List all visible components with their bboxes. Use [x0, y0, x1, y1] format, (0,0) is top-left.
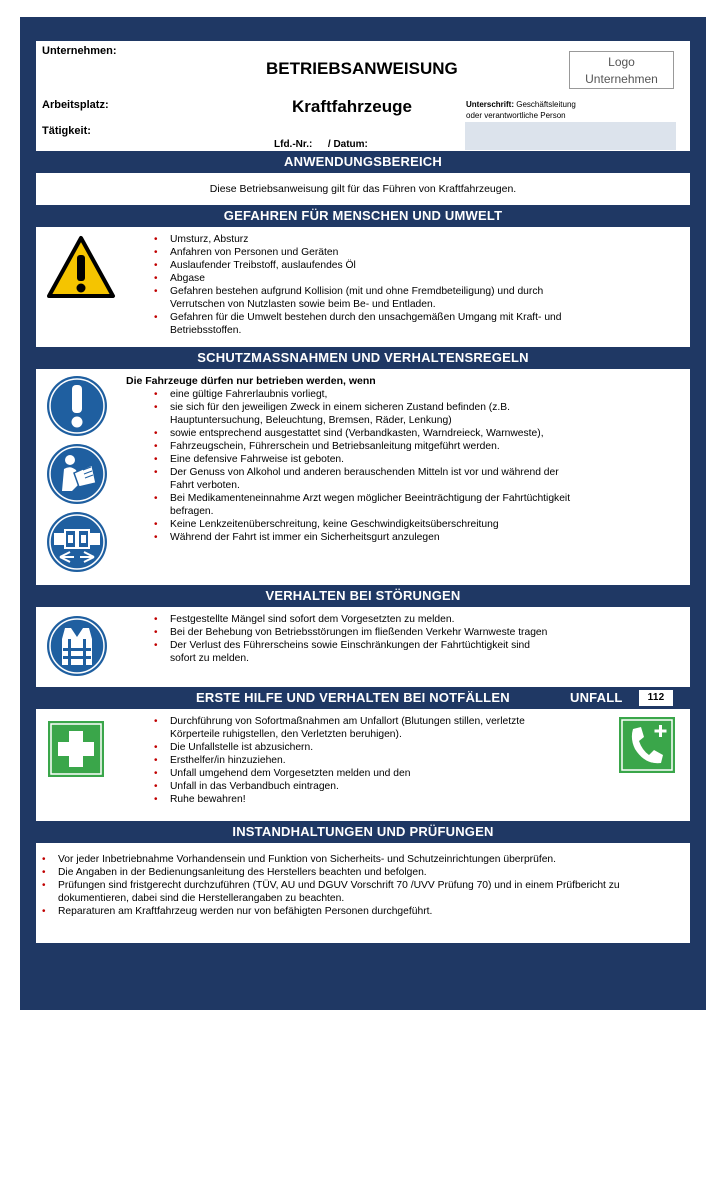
first-aid-list: [148, 715, 568, 806]
list-item: • Vor jeder Inbetriebnahme Vorhandensein und Funktion von Sicherheits- und Schutzeinrichtungen überprüfen.: [36, 853, 676, 866]
section-header-maintenance: INSTANDHALTUNGEN UND PRÜFUNGEN: [36, 821, 690, 843]
section-body-scope: [36, 173, 690, 205]
list-item: • Keine Lenkzeitenüberschreitung, keine Geschwindigkeitsüberschreitung: [148, 518, 576, 531]
logo-line2: Unternehmen: [570, 71, 673, 88]
list-item: • Abgase: [148, 272, 568, 285]
list-item: • Die Unfallstelle ist abzusichern.: [148, 741, 568, 754]
list-item: • sie sich für den jeweiligen Zweck in einem sicheren Zustand befinden (z.B. Hauptuntersuchung, Beleuchtung, Bremsen, Räder, Lenkung): [148, 401, 576, 427]
list-item: • Der Genuss von Alkohol und anderen berauschenden Mitteln ist vor und während der Fahrt verboten.: [148, 466, 576, 492]
measures-list: [148, 388, 576, 544]
list-item: • Die Angaben in der Bedienungsanleitung des Herstellers beachten und befolgen.: [36, 866, 676, 879]
list-item: • Unfall umgehend dem Vorgesetzten melden und den: [148, 767, 568, 780]
list-item: • Während der Fahrt ist immer ein Sicherheitsgurt anzulegen: [148, 531, 576, 544]
section-header-scope: ANWENDUNGSBEREICH: [36, 151, 690, 173]
logo-line1: Logo: [570, 54, 673, 71]
signature-label-bold: Unterschrift:: [466, 100, 514, 109]
list-item: • Ersthelfer/in hinzuziehen.: [148, 754, 568, 767]
section-body-first-aid: [36, 709, 690, 821]
emergency-phone-icon: [619, 717, 675, 773]
document-frame: [20, 17, 706, 1010]
list-item: • Festgestellte Mängel sind sofort dem Vorgesetzten zu melden.: [148, 613, 548, 626]
list-item: • Ruhe bewahren!: [148, 793, 568, 806]
list-item: • sowie entsprechend ausgestattet sind (Verbandkasten, Warndreieck, Warnweste),: [148, 427, 576, 440]
warning-triangle-icon: [46, 235, 116, 299]
section-header-measures: SCHUTZMASSNAHMEN UND VERHALTENSREGELN: [36, 347, 690, 369]
date-label: / Datum:: [328, 139, 368, 150]
first-aid-cross-icon: [48, 721, 104, 777]
number-date-line: [274, 139, 368, 150]
company-label: Unternehmen:: [42, 45, 117, 57]
first-aid-title: ERSTE HILFE UND VERHALTEN BEI NOTFÄLLEN: [196, 687, 510, 709]
list-item: • Der Verlust des Führerscheins sowie Einschränkungen der Fahrtüchtigkeit sind sofort zu melden.: [148, 639, 548, 665]
list-item: • Auslaufender Treibstoff, auslaufendes Öl: [148, 259, 568, 272]
emergency-label: UNFALL: [570, 687, 622, 709]
list-item: • Gefahren bestehen aufgrund Kollision (mit und ohne Fremdbeteiligung) und durch Verrutschen von Nutzlasten sowie beim Be- und Entladen.: [148, 285, 568, 311]
workplace-label: Arbeitsplatz:: [42, 99, 109, 111]
list-item: • Bei Medikamenteneinnahme Arzt wegen möglicher Beeinträchtigung der Fahrtüchtigkeit befragen.: [148, 492, 576, 518]
list-item: • Prüfungen sind fristgerecht durchzuführen (TÜV, AU und DGUV Vorschrift 70 /UVV Prüfung 70) und in einem Prüfbericht zu dokumentieren, dabei sind die Herstellerangaben zu beachten.: [36, 879, 676, 905]
header: [36, 41, 690, 151]
list-item: • Anfahren von Personen und Geräten: [148, 246, 568, 259]
list-item: • Umsturz, Absturz: [148, 233, 568, 246]
section-body-maintenance: [36, 843, 690, 943]
document-body: [36, 41, 690, 943]
emergency-number: 112: [639, 690, 673, 706]
hazards-list: [148, 233, 568, 337]
signature-label: [466, 99, 576, 121]
read-manual-icon: [46, 443, 108, 505]
list-item: • Unfall in das Verbandbuch eintragen.: [148, 780, 568, 793]
safety-vest-icon: [46, 615, 108, 677]
section-body-faults: [36, 607, 690, 687]
section-header-hazards: GEFAHREN FÜR MENSCHEN UND UMWELT: [36, 205, 690, 227]
document-title: BETRIEBSANWEISUNG: [266, 59, 458, 79]
list-item: • Eine defensive Fahrweise ist geboten.: [148, 453, 576, 466]
list-item: • Reparaturen am Kraftfahrzeug werden nur von befähigten Personen durchgeführt.: [36, 905, 676, 918]
measures-intro: Die Fahrzeuge dürfen nur betrieben werden, wenn: [126, 375, 376, 388]
signature-text: Geschäftsleitung: [516, 100, 576, 109]
side-note: [0, 0, 18, 1024]
list-item: • Durchführung von Sofortmaßnahmen am Unfallort (Blutungen stillen, verletzte Körperteile ruhigstellen, den Verletzten beruhigen).: [148, 715, 568, 741]
faults-list: [148, 613, 548, 665]
list-item: • eine gültige Fahrerlaubnis vorliegt,: [148, 388, 576, 401]
mandatory-note-icon: [46, 375, 108, 437]
maintenance-list: [36, 853, 676, 918]
seatbelt-icon: [46, 511, 108, 573]
section-body-measures: [36, 369, 690, 585]
side-note-text: [435, 1166, 724, 1175]
scope-text: Diese Betriebsanweisung gilt für das Führen von Kraftfahrzeugen.: [36, 183, 690, 196]
list-item: • Bei der Behebung von Betriebsstörungen im fließenden Verkehr Warnweste tragen: [148, 626, 548, 639]
section-body-hazards: [36, 227, 690, 347]
section-header-faults: VERHALTEN BEI STÖRUNGEN: [36, 585, 690, 607]
section-header-first-aid: [36, 687, 690, 709]
document-subject: Kraftfahrzeuge: [292, 97, 412, 117]
signature-line2: oder verantwortliche Person: [466, 111, 566, 120]
activity-label: Tätigkeit:: [42, 125, 91, 137]
list-item: • Fahrzeugschein, Führerschein und Betriebsanleitung mitgeführt werden.: [148, 440, 576, 453]
number-label: Lfd.-Nr.:: [274, 139, 312, 150]
list-item: • Gefahren für die Umwelt bestehen durch den unsachgemäßen Umgang mit Kraft- und Betriebsstoffen.: [148, 311, 568, 337]
logo-placeholder: [569, 51, 674, 89]
signature-field[interactable]: [465, 122, 676, 150]
